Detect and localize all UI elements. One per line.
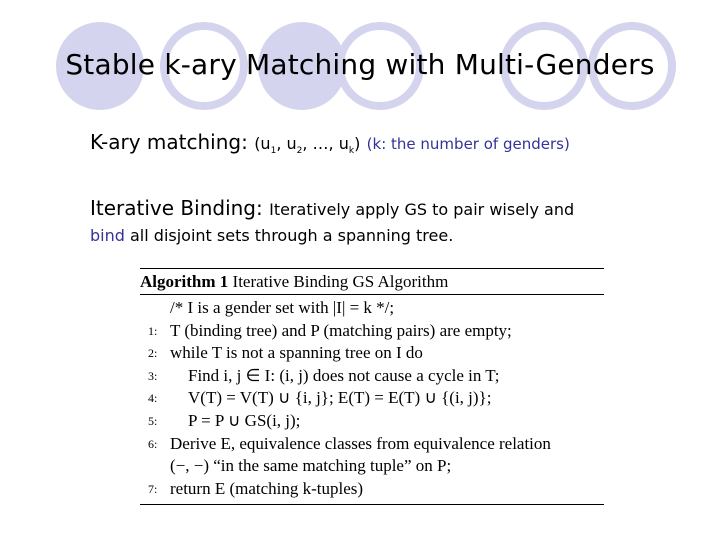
algo-line: 1: T (binding tree) and P (matching pairs) are empty; [148, 320, 512, 340]
algo-line: 3: Find i, j ∈ I: (i, j) does not cause a cycle in T; [148, 365, 500, 385]
algo-line: (−, −) “in the same matching tuple” on P; [170, 456, 452, 476]
algorithm-box [140, 268, 604, 505]
bind-word: bind [90, 226, 125, 245]
algo-line: 4: V(T) = V(T) ∪ {i, j}; E(T) = E(T) ∪ {(i, j)}; [148, 388, 492, 408]
algorithm-header [140, 269, 604, 294]
algo-line: /* I is a gender set with |I| = k */; [170, 298, 395, 317]
iterative-text: Iteratively apply GS to pair wisely and [269, 200, 575, 219]
iterative-text-rest: all disjoint sets through a spanning tree. [130, 226, 454, 245]
algo-line: 6: Derive E, equivalence classes from equivalence relation [148, 433, 551, 453]
kary-line [90, 130, 570, 156]
kary-label: K-ary matching: [90, 130, 248, 154]
algo-line: 7: return E (matching k-tuples) [148, 478, 364, 498]
kary-note: (k: the number of genders) [366, 135, 570, 153]
iterative-line [90, 196, 574, 220]
algo-bottom-rule [140, 504, 604, 505]
iterative-label: Iterative Binding: [90, 196, 263, 220]
iterative-line-2 [90, 226, 453, 245]
algo-line: 2: while T is not a spanning tree on I do [148, 343, 423, 363]
slide-title: Stable k-ary Matching with Multi-Genders [65, 48, 655, 81]
algo-line: 5: P = P ∪ GS(i, j); [148, 410, 301, 430]
algorithm-number: Algorithm 1 [140, 272, 229, 291]
kary-tuple: ($u_1$, $u_2$, …, $u_k$) [254, 134, 361, 157]
algorithm-title: Iterative Binding GS Algorithm [232, 272, 449, 291]
